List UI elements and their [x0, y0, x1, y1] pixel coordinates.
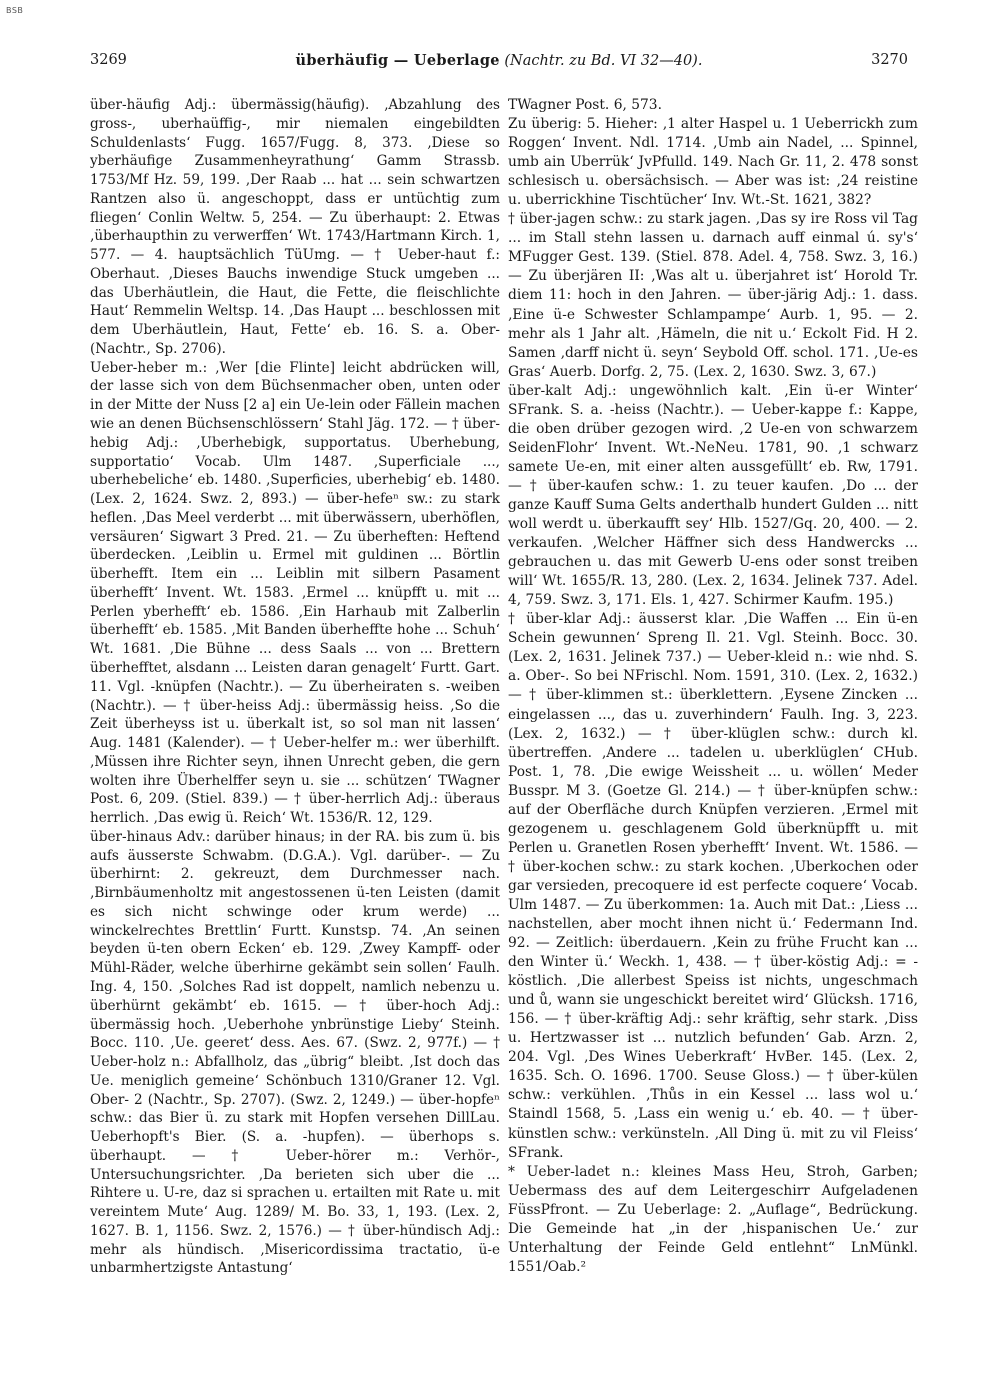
dictionary-entry: TWagner Post. 6, 573. [508, 97, 662, 113]
right-page-number: 3270 [871, 52, 908, 68]
dictionary-entry: über-kalt Adj.: ungewöhnlich kalt. ‚Ein ü-er Winter‘ SFrank. S. a. -heiss (Nachtr.). — Ueber-kappe f.: Kappe, die oben drüber gezogen wird. ‚2 Ue-en von schwarzem SeidenFlohr‘ Invent. Wt.-NeNeu. 1781, 90. ‚1 schwarz samete Ue-en, mit einer alten aussgefüllt‘ eb. Rw, 1791. — † über-kaufen schw.: 1. zu teuer kaufen. ‚Do ... der ganze Kauff Suma Gelts anderthalb hundert Gulden ... nitt woll werdt u. überkaufft sey‘ Hlb. 1527/Gq. 20, 400. — 2. verkaufen. ‚Welcher Häffner sich dess Handwercks ... gebrauchen u. das mit Gewerb U-ens oder sonst treiben will‘ Wt. 1655/R. 13, 280. (Lex. 2, 1634. Jelinek 737. Adel. 4, 759. Swz. 3, 171. Els. 1, 427. Schirmer Kaufm. 195.) [508, 382, 918, 609]
dictionary-entry: über-hinaus Adv.: darüber hinaus; in der RA. bis zum ü. bis aufs äusserste Schwabm. (D.G.A.). Vgl. darüber-. — Zu überhirnt: 2. gekreuzt, dem Durchmesser nach. ‚Birnbäumenholtz mit angestossenen ü-ten Leisten (damit es sich nicht schwinge oder krum werde) ... winckelrechtes Brettlin‘ Furtt. Kunstsp. 74. ‚An seinen beyden ü-ten obern Ecken‘ eb. 129. ‚Zwey Kampff- oder Mühl-Räder, welche überhirne gekämbt sein sollen‘ Faulh. Ing. 4, 150. ‚Solches Rad ist doppelt, namlich nebenzu u. überhürnt gekämbt‘ eb. 1615. — † über-hoch Adj.: übermässig hoch. ‚Ueberhohe ynbrünstige Lieby‘ Steinh. Bocc. 110. ‚Ue. geeret‘ dess. Aes. 67. (Swz. 2, 977f.) — † Ueber-holz n.: Abfallholz, das „übrig“ bleibt. ‚Ist doch das Ue. meniglich gemeine‘ Schönbuch 1310/Graner 12. Vgl. Ober- 2 (Nachtr., Sp. 2707). (Swz. 2, 1249.) — über-hopfeⁿ schw.: das Bier ü. zu stark mit Hopfen versehen DillLau. Ueberhopft's Bier. (S. a. -hupfen). — überhops s. überhaupt. — † Ueber-hörer m.: Verhör-, Untersuchungsrichter. ‚Da berieten sich uber die ... Rihtere u. U-re, daz si sprachen u. ertailten mit Rate u. mit vereintem Mute‘ Aug. 1289/ M. Bo. 33, 1, 193. (Lex. 2, 1627. B. 1, 1156. Swz. 2, 1576.) — † über-hündisch Adj.: mehr als hündisch. ‚Misericordissima tractatio, ü-e unbarmhertzigste Antastung‘ [90, 828, 500, 1277]
right-column [508, 96, 918, 1277]
dictionary-entry: * Ueber-ladet n.: kleines Mass Heu, Stroh, Garben; Uebermass des auf dem Leitergeschirr Aufgeladenen FüssPfront. — Zu Ueberlage: 2. „Auflage“, Bedrückung. Die Gemeinde hat „in der ‚hispanischen Ue.‘ zur Unterhaltung der Feinde Geld entlehnt“ LnMünkl. 1551/Oab.² [508, 1163, 918, 1275]
dictionary-entry: † über-jagen schw.: zu stark jagen. ‚Das sy ire Ross vil Tag ... im Stall stehn lassen u. darnach auff einmal ú. sy's‘ MFugger Gest. 139. (Stiel. 878. Adel. 4, 758. Swz. 3, 16.) — Zu überjären II: ‚Was alt u. überjahret ist‘ Horold Tr. diem 11: hoch in den Jahren. — über-järig Adj.: 1. dass. ‚Eine ü-e Schwester Schlampampe‘ Aurb. 1, 95. — 2. mehr als 1 Jahr alt. ‚Hämeln, die nit u.‘ Eckolt Fid. H 2. Samen ‚darff nicht ü. seyn‘ Seybold Off. schol. 171. ‚Ue-es Gras‘ Auerb. Dorfg. 2, 75. (Lex. 2, 1630. Swz. 3, 67.) [508, 211, 918, 380]
dictionary-entry: Zu überig: 5. Hieher: ‚1 alter Haspel u. 1 Ueberrickh zum Roggen‘ Invent. Ndl. 1714. ‚Umb ain Nadel, ... Spinnel, umb ain Uberrük‘ JvPfulld. 149. Nach Gr. 11, 2. 478 sonst schlesisch u. obersächsisch. — Aber was ist: ‚24 reistine u. uberrickhine Tischtücher‘ Inv. Wt.-St. 1621, 382? [508, 116, 918, 209]
headword-range: überhäufig — Ueberlage [295, 52, 500, 69]
dictionary-entry: Ueber-heber m.: ‚Wer [die Flinte] leicht abdrücken will, der lasse sich von dem Büchsenmacher oben, unten oder in der Mitte der Nuss [2 a] ein Ue-lein oder Fällein machen wie an denen Büchsenschlössern‘ Stahl Jäg. 172. — † über-hebig Adj.: ‚Uberhebigk, supportatus. Uberhebung, supportatio‘ Vocab. Ulm 1487. ‚Superficiale ..., uberhebeliche‘ eb. 1480. ‚Superficies, uberhebig‘ eb. 1480. (Lex. 2, 1624. Swz. 2, 893.) — über-hefeⁿ sw.: zu stark heflen. ‚Das Meel verderbt ... mit überwässern, uberhöflen, versäuren‘ Sigwart 3 Pred. 21. — Zu überheften: Heftend überdecken. ‚Leiblin u. Ermel mit guldinen ... Börtlin überhefft. Item ein ... Leiblin mit silbern Pasament überhefft‘ Invent. Wt. 1583. ‚Ermel ... knüpfft u. mit ... Perlen yberhefft‘ eb. 1586. ‚Ein Harhaub mit Zalberlin überhefft‘ eb. 1585. ‚Mit Banden überheffte hohe ... Schuh‘ Wt. 1681. ‚Die Bühne ... dess Saals ... von ... Brettern überhefftet, alsdann ... Leisten daran genagelt‘ Furtt. Gart. 11. Vgl. -knüpfen (Nachtr.). — Zu überheiraten s. -weiben (Nachtr.). — † über-heiss Adj.: übermässig heiss. ‚So die Zeit überheyss ist u. überkalt ist, so sol man nit lassen‘ Aug. 1481 (Kalender). — † Ueber-helfer m.: wer überhilft. ‚Müssen ihre Richter seyn, ihnen Unrecht geben, die gern wolten ihre Überhelffer seyn u. sie ... schützen‘ TWagner Post. 6, 209. (Stiel. 839.) — † über-herrlich Adj.: überaus herrlich. ‚Das ewig ü. Reich‘ Wt. 1536/R. 12, 129. [90, 359, 500, 827]
dictionary-entry: über-häufig Adj.: übermässig(häufig). ‚Abzahlung des gross-, uberhaüffig-, mir niemalen eingebildten Schuldenlasts‘ Fugg. 1657/Fugg. 8, 373. ‚Diese so yberhäufige Zusammenheyrathung‘ Gamm Strassb. 1753/Mf Hz. 59, 199. ‚Der Raab ... hat ... sein schwartzen Rantzen also ü. angeschoppt, dass er untüchtig zum fliegen‘ Conlin Weltw. 5, 254. — Zu überhaupt: 2. Etwas ‚überhaupthin zu verwerffen‘ Wt. 1743/Hartmann Kirch. 1, 577. — 4. hauptsächlich TüUmg. — † Ueber-haut f.: Oberhaut. ‚Dieses Bauchs inwendige Stuck umgeben ... das Uberhäutlein, die Haut, die Fette, die fleischlichte Haut‘ Remmelin Weltsp. 14. ‚Das Haupt ... beschlossen mit dem Uberhäutlein, Haut, Fette‘ eb. 16. S. a. Ober- (Nachtr., Sp. 2706). [90, 97, 500, 357]
library-stamp: BSB [6, 6, 24, 15]
running-head [90, 52, 908, 76]
dictionary-entry: † über-klar Adj.: äusserst klar. ‚Die Waffen ... Ein ü-en Schein gewunnen‘ Spreng Il. 21. Vgl. Steinh. Bocc. 30. (Lex. 2, 1631. Jelinek 737.) — Ueber-kleid n.: wie nhd. S. a. Ober-. So bei NFrischl. Nom. 1591, 310. (Lex. 2, 1632.) — † über-klimmen st.: überklettern. ‚Eysene Zincken ... eingelassen ..., das u. zuverhindern‘ Faulh. Ing. 3, 223. (Lex. 2, 1632.) — † über-klüglen schw.: durch kl. übertreffen. ‚Andere ... tadelen u. uberklüglen‘ CHub. Post. 1, 78. ‚Die ewige Weissheit ... u. wöllen‘ Meder Busspr. M 3. (Goetze Gl. 214.) — † über-knüpfen schw.: auf der Oberfläche durch Knüpfen verzieren. ‚Ermel mit gezogenem u. geschlagenem Gold überknüpfft u. mit Perlen u. Granetlen Rosen yberhefft‘ Invent. Wt. 1586. — † über-kochen schw.: zu stark kochen. ‚Uberkochen oder gar versieden, precoquere id est perfecte coquere‘ Vocab. Ulm 1487. — Zu überkommen: 1a. Auch mit Dat.: ‚Liess ... nachstellen, aber mocht ihnen nicht ü.‘ Federmann Ind. 92. — Zeitlich: überdauern. ‚Kein zu frühe Frucht kan ... den Winter ü.‘ Weckh. 1, 438. — † über-köstig Adj.: = -köstlich. ‚Die allerbest Speiss ist nichts, ungeschmach und ů, wann sie ungeschickt bereitet wird‘ Glücksh. 1716, 156. — † über-kräftig Adj.: sehr kräftig, sehr stark. ‚Diss u. Hertzwasser ist ... nutzlich befunden‘ Gab. Arzn. 2, 204. Vgl. ‚Des Wines Ueberkraft‘ HvBer. 145. (Lex. 2, 1635. Sch. O. 1696. 1700. Seuse Gloss.) — † über-külen schw.: verkühlen. ‚Thůs in ein Kessel ... lass wol u.‘ Staindl 1568, 5. ‚Lass ein wenig u.‘ eb. 40. — † über-künstlen schw.: verkünsteln. ‚All Ding ü. mit zu vil Fleiss‘ SFrank. [508, 611, 918, 1161]
left-page-number: 3269 [90, 52, 127, 68]
running-title [90, 52, 908, 69]
left-column [90, 96, 500, 1278]
volume-reference: (Nachtr. zu Bd. VI 32—40). [504, 53, 703, 69]
